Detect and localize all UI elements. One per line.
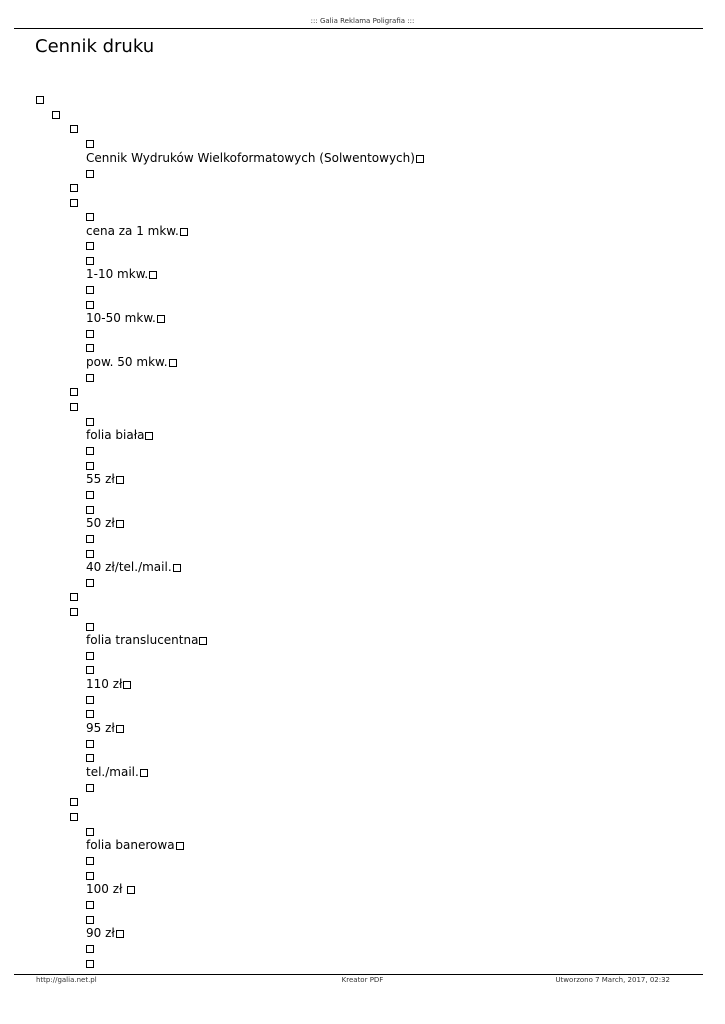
missing-glyph-icon [86, 652, 94, 660]
missing-glyph-icon [86, 447, 94, 455]
missing-glyph-icon [70, 593, 78, 601]
list-marker-box [86, 648, 94, 662]
list-item [86, 267, 157, 281]
list-item-text: 40 zł/tel./mail. [86, 560, 172, 574]
list-item [86, 516, 124, 530]
list-item [86, 926, 124, 940]
footer-divider [14, 974, 703, 975]
list-item [86, 677, 131, 691]
missing-glyph-icon [86, 623, 94, 631]
missing-glyph-icon [86, 872, 94, 880]
missing-glyph-icon [116, 520, 124, 528]
footer-created-date: Utworzono 7 March, 2017, 02:32 [555, 976, 670, 984]
missing-glyph-icon [86, 213, 94, 221]
list-marker-box [86, 531, 94, 545]
missing-glyph-icon [86, 666, 94, 674]
list-marker-box [86, 458, 94, 472]
list-marker-box [86, 166, 94, 180]
list-marker-box [86, 370, 94, 384]
missing-glyph-icon [86, 696, 94, 704]
missing-glyph-icon [127, 886, 135, 894]
list-item [86, 633, 207, 647]
missing-glyph-icon [86, 140, 94, 148]
missing-glyph-icon [52, 111, 60, 119]
missing-glyph-icon [36, 96, 44, 104]
list-marker-box [86, 941, 94, 955]
list-marker-box [86, 706, 94, 720]
missing-glyph-icon [86, 242, 94, 250]
missing-glyph-icon [86, 418, 94, 426]
list-marker-box [86, 209, 94, 223]
list-item [86, 355, 177, 369]
list-marker-box [86, 575, 94, 589]
missing-glyph-icon [86, 901, 94, 909]
missing-glyph-icon [86, 550, 94, 558]
missing-glyph-icon [70, 608, 78, 616]
list-marker-box [86, 136, 94, 150]
list-item [86, 224, 188, 238]
list-item-text: pow. 50 mkw. [86, 355, 168, 369]
list-marker-box [86, 956, 94, 970]
list-marker-box [70, 180, 78, 194]
missing-glyph-icon [70, 813, 78, 821]
list-marker-box [86, 297, 94, 311]
missing-glyph-icon [123, 681, 131, 689]
missing-glyph-icon [86, 257, 94, 265]
missing-glyph-icon [180, 228, 188, 236]
missing-glyph-icon [86, 330, 94, 338]
list-item [86, 721, 124, 735]
list-item-text: 100 zł [86, 882, 127, 896]
list-marker-box [86, 853, 94, 867]
missing-glyph-icon [86, 754, 94, 762]
list-marker-box [70, 121, 78, 135]
missing-glyph-icon [86, 535, 94, 543]
list-item-text: 1-10 mkw. [86, 267, 149, 281]
footer-generator: Kreator PDF [341, 976, 384, 984]
list-item [86, 838, 184, 852]
list-item [86, 882, 135, 896]
missing-glyph-icon [86, 462, 94, 470]
list-marker-box [86, 326, 94, 340]
list-item-text: 50 zł [86, 516, 115, 530]
list-marker-box [70, 604, 78, 618]
missing-glyph-icon [173, 564, 181, 572]
list-item-text: cena za 1 mkw. [86, 224, 179, 238]
list-marker-box [86, 487, 94, 501]
list-marker-box [86, 238, 94, 252]
list-marker-box [86, 340, 94, 354]
list-marker-box [86, 414, 94, 428]
missing-glyph-icon [86, 916, 94, 924]
list-item-text: folia banerowa [86, 838, 175, 852]
list-item [86, 472, 124, 486]
list-marker-box [86, 443, 94, 457]
missing-glyph-icon [140, 769, 148, 777]
list-marker-box [86, 750, 94, 764]
missing-glyph-icon [86, 710, 94, 718]
list-item [86, 560, 181, 574]
missing-glyph-icon [86, 960, 94, 968]
list-item-text: 95 zł [86, 721, 115, 735]
missing-glyph-icon [116, 930, 124, 938]
list-item-text: 55 zł [86, 472, 115, 486]
page-title: Cennik druku [35, 36, 155, 57]
missing-glyph-icon [157, 315, 165, 323]
list-marker-box [36, 92, 44, 106]
missing-glyph-icon [116, 476, 124, 484]
missing-glyph-icon [70, 798, 78, 806]
list-item-text: Cennik Wydruków Wielkoformatowych (Solwentowych) [86, 151, 415, 165]
missing-glyph-icon [116, 725, 124, 733]
list-marker-box [86, 502, 94, 516]
list-marker-box [86, 868, 94, 882]
list-marker-box [86, 619, 94, 633]
missing-glyph-icon [86, 301, 94, 309]
list-item [86, 428, 153, 442]
list-marker-box [86, 780, 94, 794]
list-marker-box [86, 662, 94, 676]
list-item-text: 90 zł [86, 926, 115, 940]
missing-glyph-icon [86, 857, 94, 865]
list-marker-box [86, 824, 94, 838]
missing-glyph-icon [86, 579, 94, 587]
list-marker-box [70, 794, 78, 808]
list-item-text: folia biała [86, 428, 145, 442]
list-marker-box [70, 384, 78, 398]
list-marker-box [52, 107, 60, 121]
missing-glyph-icon [70, 125, 78, 133]
list-marker-box [86, 736, 94, 750]
list-marker-box [70, 809, 78, 823]
missing-glyph-icon [86, 740, 94, 748]
missing-glyph-icon [176, 842, 184, 850]
list-item [86, 311, 165, 325]
missing-glyph-icon [86, 170, 94, 178]
footer-url-link[interactable]: http://galia.net.pl [36, 976, 97, 984]
list-marker-box [86, 546, 94, 560]
page-header-text: ::: Galia Reklama Poligrafia ::: [310, 17, 415, 25]
list-marker-box [70, 399, 78, 413]
list-marker-box [86, 897, 94, 911]
list-item-text: folia translucentna [86, 633, 199, 647]
list-marker-box [86, 282, 94, 296]
missing-glyph-icon [86, 784, 94, 792]
list-item [86, 765, 148, 779]
list-item-text: 10-50 mkw. [86, 311, 156, 325]
missing-glyph-icon [86, 286, 94, 294]
missing-glyph-icon [70, 403, 78, 411]
missing-glyph-icon [416, 155, 424, 163]
missing-glyph-icon [149, 271, 157, 279]
header-divider [14, 28, 703, 29]
missing-glyph-icon [86, 828, 94, 836]
missing-glyph-icon [70, 199, 78, 207]
list-marker-box [86, 253, 94, 267]
missing-glyph-icon [199, 637, 207, 645]
list-item-text: tel./mail. [86, 765, 139, 779]
missing-glyph-icon [86, 374, 94, 382]
missing-glyph-icon [86, 506, 94, 514]
list-item-text: 110 zł [86, 677, 123, 691]
missing-glyph-icon [169, 359, 177, 367]
list-marker-box [86, 692, 94, 706]
list-item [86, 151, 424, 165]
list-marker-box [70, 589, 78, 603]
missing-glyph-icon [145, 432, 153, 440]
missing-glyph-icon [86, 491, 94, 499]
missing-glyph-icon [86, 945, 94, 953]
list-marker-box [70, 195, 78, 209]
list-marker-box [86, 912, 94, 926]
missing-glyph-icon [86, 344, 94, 352]
missing-glyph-icon [70, 184, 78, 192]
missing-glyph-icon [70, 388, 78, 396]
